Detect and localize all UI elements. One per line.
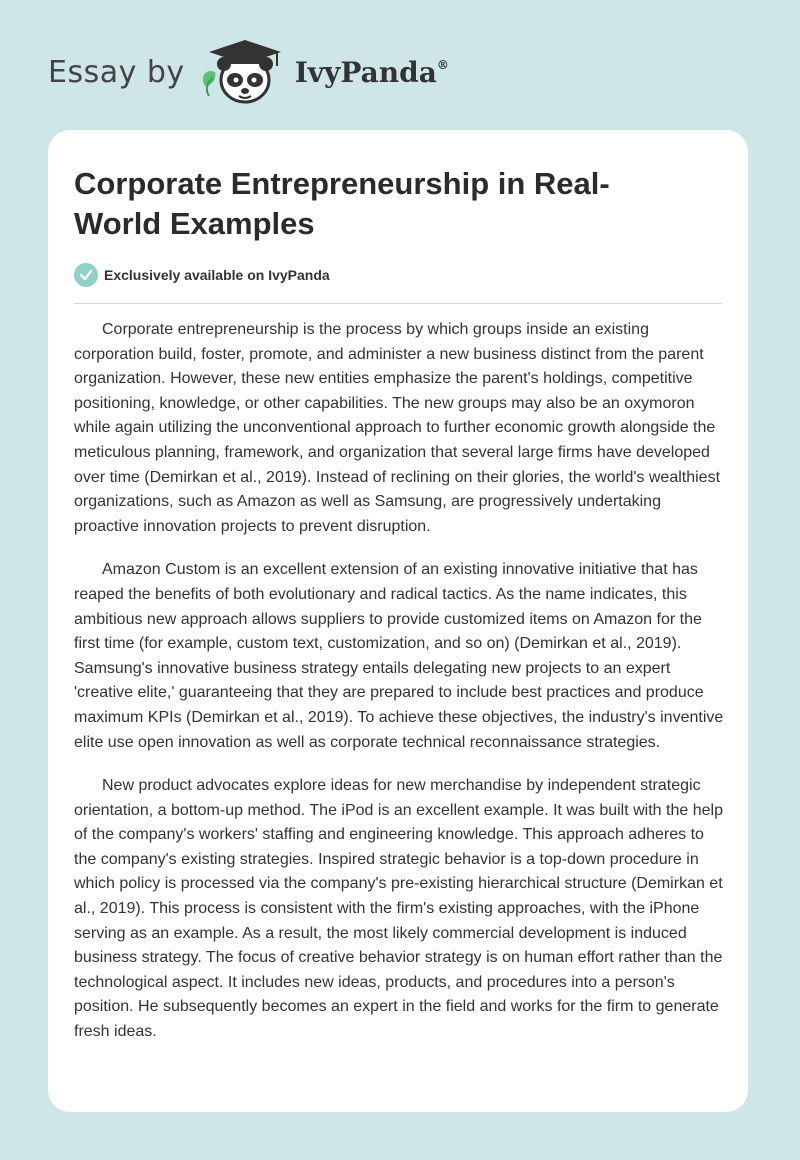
article-title: Corporate Entrepreneurship in Real-World Examples — [74, 166, 610, 241]
article-body — [74, 318, 724, 1064]
brand-logo[interactable] — [48, 36, 449, 108]
panda-mascot-icon — [197, 36, 289, 108]
brand-prefix: Essay by — [48, 54, 185, 90]
article-card — [48, 130, 748, 1112]
check-icon — [74, 263, 98, 287]
exclusive-badge-text: Exclusively available on IvyPanda — [104, 267, 330, 283]
exclusive-badge — [74, 263, 330, 287]
paragraph: Corporate entrepreneurship is the process by which groups inside an existing corporation build, foster, promote, and administer a new business distinct from the parent organization. However, these new entities emphasize the parent's holdings, competitive positioning, knowledge, or other capabilities. The new groups may also be an oxymoron while again utilizing the unconventional approach to further economic growth alongside the meticulous planning, framework, and organization that several large firms have developed over time (Demirkan et al., 2019). Instead of reclining on their glories, the world's wealthiest organizations, such as Amazon as well as Samsung, are progressively undertaking proactive innovation projects to prevent disruption. — [74, 321, 721, 535]
paragraph: New product advocates explore ideas for new merchandise by independent strategic orientation, a bottom-up method. The iPod is an excellent example. It was built with the help of the company's workers' staffing and engineering knowledge. This approach adheres to the company's existing strategies. Inspired strategic behavior is a top-down procedure in which policy is processed via the company's pre-existing hierarchical structure (Demirkan et al., 2019). This process is consistent with the firm's existing approaches, with the iPhone serving as an example. As a result, the most likely commercial development is induced business strategy. The focus of creative behavior strategy is on human effort rather than the technological aspect. It includes new ideas, products, and procedures into a person's position. He subsequently becomes an expert in the field and works for the firm to generate fresh ideas. — [74, 777, 723, 1041]
brand-name: IvyPanda® — [294, 55, 449, 89]
paragraph: Amazon Custom is an excellent extension of an existing innovative initiative that has reaped the benefits of both evolutionary and radical tactics. As the name indicates, this ambitious new approach allows suppliers to provide customized items on Amazon for the first time (for example, custom text, customization, and so on) (Demirkan et al., 2019). Samsung's innovative business strategy entails delegating new projects to an expert 'creative elite,' guaranteeing that they are prepared to include best practices and produce maximum KPIs (Demirkan et al., 2019). To achieve these objectives, the industry's inventive elite use open innovation as well as corporate technical reconnaissance strategies. — [74, 561, 724, 751]
title-divider — [74, 303, 722, 304]
